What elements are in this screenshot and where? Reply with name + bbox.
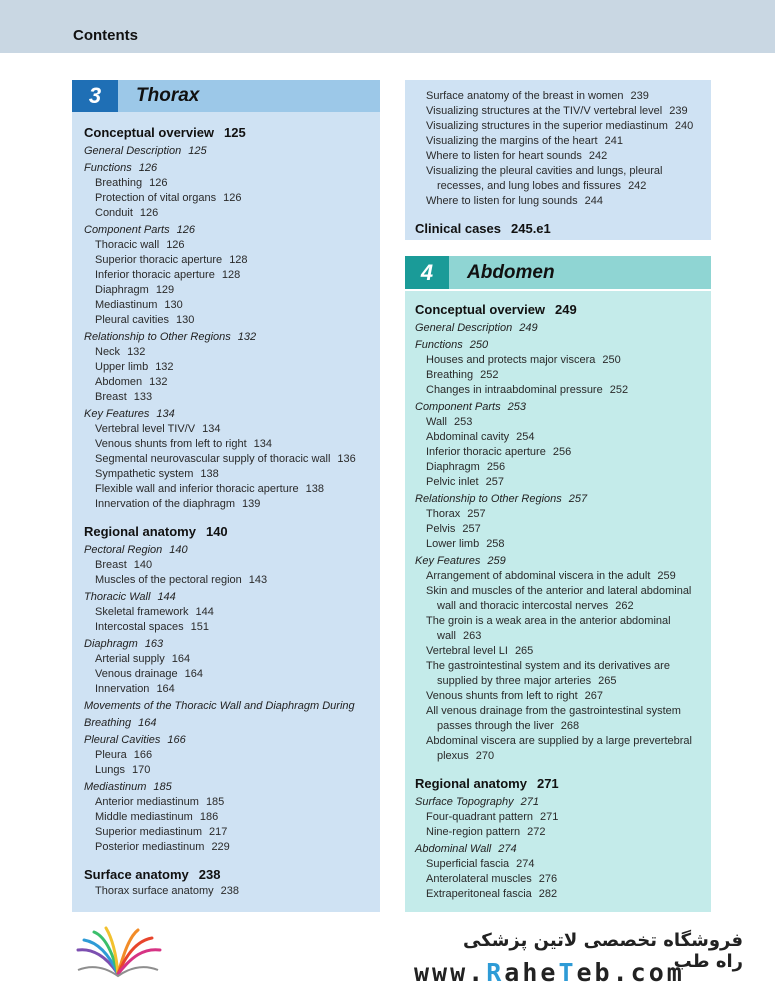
toc-entry-page: 163 (144, 638, 164, 650)
toc-entry-title: General Description (415, 322, 513, 334)
toc-entry (426, 430, 535, 444)
toc-entry-title: Diaphragm (84, 638, 138, 650)
toc-entry (426, 857, 535, 871)
toc-entry-title: Diaphragm (426, 461, 480, 473)
toc-entry-title: Thoracic wall (95, 239, 160, 251)
toc-entry-page: 254 (516, 431, 535, 443)
toc-entry-page: 268 (560, 720, 580, 732)
toc-entry-page: 257 (462, 523, 481, 535)
toc-entry (95, 437, 272, 451)
toc-entry (95, 375, 167, 389)
toc-entry-page: 125 (188, 145, 207, 157)
toc-entry (426, 149, 607, 163)
toc-entry (95, 422, 220, 436)
toc-entry (415, 321, 538, 335)
toc-entry (95, 620, 209, 634)
toc-entry (426, 368, 498, 382)
toc-entry (415, 795, 539, 809)
toc-entry-page: 249 (555, 302, 577, 317)
toc-entry-page: 136 (337, 453, 356, 465)
toc-entry (415, 492, 587, 506)
toc-entry-title: Pleura (95, 749, 127, 761)
toc-entry (426, 475, 504, 489)
toc-entry-title: Surface anatomy (84, 867, 189, 882)
toc-entry-title: Regional anatomy (415, 776, 527, 791)
chapter-3-number: 3 (72, 80, 118, 112)
toc-entry (426, 164, 662, 178)
open-book-logo-icon (72, 926, 164, 982)
toc-entry-page: 140 (205, 524, 228, 539)
chapter-3-toc-panel (72, 112, 380, 912)
toc-entry-page: 130 (164, 299, 183, 311)
toc-entry (426, 89, 649, 103)
toc-entry-title: Mediastinum (95, 299, 158, 311)
toc-entry-page: 126 (166, 239, 185, 251)
toc-entry-page: 217 (209, 826, 228, 838)
toc-entry-title: Pectoral Region (84, 544, 163, 556)
toc-entry (426, 104, 688, 118)
toc-entry-page: 241 (604, 135, 623, 147)
toc-entry-title: Thorax surface anatomy (95, 885, 214, 897)
toc-entry (437, 629, 481, 643)
toc-entry-page: 164 (138, 717, 157, 729)
toc-entry-page: 270 (475, 750, 495, 762)
toc-entry (426, 460, 505, 474)
toc-entry-title: Vertebral level LI (426, 645, 508, 657)
toc-entry-title: Thoracic Wall (84, 591, 151, 603)
toc-entry-title: Visualizing structures at the TIV/V vertebral level (426, 105, 663, 117)
toc-entry-title: Pelvic inlet (426, 476, 479, 488)
toc-entry-page: 185 (205, 796, 225, 808)
toc-entry-title: Component Parts (415, 401, 501, 413)
toc-entry-title: Segmental neurovascular supply of thoracic wall (95, 453, 331, 465)
toc-entry-page: 126 (176, 224, 195, 236)
toc-entry (426, 119, 693, 133)
toc-entry (415, 776, 559, 792)
toc-entry (84, 780, 172, 794)
toc-entry-title: Venous drainage (95, 668, 178, 680)
toc-entry-title: Abdomen (95, 376, 143, 388)
toc-entry-title: Changes in intraabdominal pressure (426, 384, 603, 396)
toc-entry (426, 415, 472, 429)
toc-entry-page: 229 (211, 841, 230, 853)
toc-entry (84, 524, 228, 540)
toc-entry-page: 138 (305, 483, 324, 495)
toc-entry-title: Breathing (84, 717, 132, 729)
toc-entry-page: 132 (155, 361, 174, 373)
toc-entry (426, 810, 558, 824)
toc-entry (95, 667, 203, 681)
toc-entry (95, 345, 145, 359)
toc-entry (95, 298, 183, 312)
chapter-3-header (72, 80, 380, 112)
toc-entry-page: 244 (584, 195, 603, 207)
store-url: www.RaheTeb.com (414, 958, 685, 987)
toc-entry (95, 206, 158, 220)
toc-entry (84, 125, 246, 141)
chapter-4-number: 4 (405, 256, 449, 289)
toc-entry-page: 164 (156, 683, 175, 695)
toc-entry (437, 749, 494, 763)
toc-entry-page: 140 (133, 559, 153, 571)
toc-entry-page: 253 (507, 401, 526, 413)
toc-entry (426, 134, 623, 148)
toc-entry-page: 126 (139, 207, 159, 219)
toc-entry-title: Breathing (426, 369, 474, 381)
toc-entry-page: 134 (156, 408, 175, 420)
toc-entry (426, 353, 621, 367)
toc-entry-title: Where to listen for lung sounds (426, 195, 578, 207)
toc-entry (95, 763, 150, 777)
toc-entry-title: Abdominal Wall (415, 843, 492, 855)
toc-entry-title: Four-quadrant pattern (426, 811, 534, 823)
toc-entry (95, 840, 230, 854)
toc-entry-title: Arterial supply (95, 653, 165, 665)
toc-entry (95, 497, 260, 511)
toc-entry-page: 245.e1 (511, 221, 551, 236)
toc-entry-page: 133 (133, 391, 153, 403)
toc-entry (415, 221, 551, 237)
toc-entry (437, 674, 616, 688)
toc-entry-title: supplied by three major arteries (437, 675, 592, 687)
toc-entry-page: 250 (602, 354, 621, 366)
toc-entry-page: 257 (568, 493, 588, 505)
toc-entry-page: 128 (221, 269, 241, 281)
toc-entry (84, 330, 256, 344)
toc-entry-page: 267 (584, 690, 603, 702)
toc-entry-page: 126 (223, 192, 242, 204)
toc-entry-title: recesses, and lung lobes and fissures (437, 180, 622, 192)
toc-entry-title: Inferior thoracic aperture (95, 269, 215, 281)
toc-entry (426, 383, 628, 397)
toc-entry-title: Middle mediastinum (95, 811, 193, 823)
toc-entry-title: Innervation (95, 683, 150, 695)
toc-entry (426, 194, 603, 208)
toc-entry-title: Inferior thoracic aperture (426, 446, 546, 458)
toc-entry-title: Relationship to Other Regions (415, 493, 562, 505)
toc-entry-title: All venous drainage from the gastrointestinal system (426, 705, 681, 717)
toc-entry-title: Neck (95, 346, 121, 358)
toc-entry-title: Clinical cases (415, 221, 501, 236)
toc-entry-page: 257 (467, 508, 486, 520)
toc-entry (415, 842, 517, 856)
toc-entry-title: Superior thoracic aperture (95, 254, 223, 266)
toc-entry-page: 259 (487, 555, 506, 567)
toc-entry (426, 734, 692, 748)
toc-entry (437, 719, 579, 733)
toc-entry (84, 733, 186, 747)
toc-entry-title: Skin and muscles of the anterior and lateral abdominal (426, 585, 692, 597)
toc-entry-page: 259 (657, 570, 676, 582)
toc-entry-page: 253 (453, 416, 473, 428)
toc-entry-title: Surface anatomy of the breast in women (426, 90, 624, 102)
toc-entry-page: 125 (224, 125, 246, 140)
chapter-3-title: Thorax (136, 85, 200, 106)
toc-entry (95, 605, 214, 619)
toc-entry (95, 452, 356, 466)
toc-entry-page: 252 (480, 369, 499, 381)
toc-entry-title: wall and thoracic intercostal nerves (437, 600, 609, 612)
toc-entry-page: 170 (131, 764, 151, 776)
toc-entry-title: Superior mediastinum (95, 826, 202, 838)
toc-entry (95, 682, 175, 696)
toc-entry-page: 138 (200, 468, 219, 480)
toc-entry-page: 164 (171, 653, 191, 665)
toc-entry (426, 872, 557, 886)
toc-entry-page: 151 (190, 621, 210, 633)
toc-entry (84, 144, 207, 158)
toc-entry-title: Protection of vital organs (95, 192, 217, 204)
chapter-4-title: Abdomen (467, 261, 555, 283)
toc-entry-title: The gastrointestinal system and its derivatives are (426, 660, 670, 672)
toc-entry-page: 271 (520, 796, 540, 808)
toc-entry (95, 825, 227, 839)
toc-entry-page: 242 (628, 180, 647, 192)
toc-entry-page: 265 (598, 675, 617, 687)
toc-entry (95, 238, 185, 252)
toc-entry-page: 258 (486, 538, 505, 550)
toc-entry-title: Key Features (84, 408, 150, 420)
toc-entry-title: Arrangement of abdominal viscera in the adult (426, 570, 651, 582)
toc-entry (95, 360, 174, 374)
toc-entry-title: Surface Topography (415, 796, 514, 808)
toc-entry (426, 522, 481, 536)
toc-entry-page: 143 (248, 574, 268, 586)
toc-entry-title: Functions (84, 162, 132, 174)
chapter-3-toc-continued-panel (405, 80, 711, 240)
toc-entry-page: 132 (237, 331, 257, 343)
toc-entry (426, 507, 486, 521)
toc-entry-page: 164 (184, 668, 203, 680)
toc-entry-title: Anterolateral muscles (426, 873, 532, 885)
toc-entry-page: 271 (540, 811, 559, 823)
toc-entry-title: Anterior mediastinum (95, 796, 199, 808)
toc-entry-page: 126 (149, 177, 168, 189)
toc-entry-title: Nine-region pattern (426, 826, 521, 838)
toc-entry (426, 887, 557, 901)
toc-entry-page: 130 (175, 314, 195, 326)
toc-entry-title: Visualizing the margins of the heart (426, 135, 598, 147)
toc-entry-page: 128 (229, 254, 248, 266)
toc-entry-page: 256 (552, 446, 572, 458)
toc-entry (426, 584, 691, 598)
toc-entry-page: 238 (198, 867, 221, 882)
toc-entry-title: Conceptual overview (415, 302, 546, 317)
toc-entry-title: Houses and protects major viscera (426, 354, 596, 366)
toc-entry-title: Flexible wall and inferior thoracic aperture (95, 483, 299, 495)
toc-entry (84, 590, 176, 604)
toc-entry-title: Pleural cavities (95, 314, 169, 326)
toc-entry (95, 390, 152, 404)
toc-entry-title: Venous shunts from left to right (426, 690, 578, 702)
toc-entry-title: plexus (437, 750, 469, 762)
toc-entry-page: 144 (195, 606, 214, 618)
toc-entry-title: Movements of the Thoracic Wall and Diaphragm During (84, 700, 355, 712)
toc-entry-title: Mediastinum (84, 781, 147, 793)
toc-entry-page: 276 (538, 873, 558, 885)
chapter-4-toc-panel (405, 291, 711, 912)
toc-entry-page: 186 (199, 811, 219, 823)
toc-entry-page: 272 (527, 826, 546, 838)
toc-entry-title: Breast (95, 391, 127, 403)
toc-entry-page: 271 (536, 776, 559, 791)
toc-entry-page: 132 (127, 346, 146, 358)
toc-entry-page: 274 (498, 843, 517, 855)
toc-entry-page: 129 (155, 284, 175, 296)
toc-entry-title: Abdominal cavity (426, 431, 510, 443)
toc-entry-page: 132 (149, 376, 168, 388)
toc-entry-title: Posterior mediastinum (95, 841, 205, 853)
toc-entry-title: The groin is a weak area in the anterior abdominal (426, 615, 671, 627)
toc-entry (437, 179, 646, 193)
toc-entry (95, 268, 240, 282)
toc-entry-title: Intercostal spaces (95, 621, 184, 633)
toc-entry (84, 637, 163, 651)
toc-entry (415, 400, 526, 414)
toc-entry-title: Extraperitoneal fascia (426, 888, 532, 900)
toc-entry-title: Relationship to Other Regions (84, 331, 231, 343)
toc-entry-page: 252 (609, 384, 629, 396)
toc-entry-title: Wall (426, 416, 447, 428)
toc-entry-page: 134 (202, 423, 221, 435)
toc-entry-page: 282 (538, 888, 558, 900)
toc-entry (426, 569, 676, 583)
toc-entry-title: Where to listen for heart sounds (426, 150, 582, 162)
toc-entry (84, 543, 188, 557)
toc-entry (84, 716, 156, 730)
toc-entry (426, 537, 505, 551)
toc-entry (426, 659, 670, 673)
toc-entry (84, 407, 175, 421)
toc-entry (426, 825, 546, 839)
toc-entry-title: passes through the liver (437, 720, 554, 732)
store-name: فروشگاه تخصصی لاتین پزشکی راه طب (463, 930, 743, 972)
toc-entry-title: Innervation of the diaphragm (95, 498, 236, 510)
page-title: Contents (73, 27, 138, 44)
toc-entry (95, 176, 167, 190)
toc-entry (426, 644, 533, 658)
watermark-footer (32, 912, 743, 990)
toc-entry-title: Pelvis (426, 523, 456, 535)
toc-entry-page: 249 (519, 322, 538, 334)
toc-entry (415, 338, 488, 352)
toc-entry-title: Functions (415, 339, 463, 351)
toc-entry-page: 239 (630, 90, 649, 102)
toc-entry-page: 144 (157, 591, 176, 603)
toc-entry (426, 445, 571, 459)
toc-entry (95, 313, 194, 327)
toc-entry-title: Conceptual overview (84, 125, 215, 140)
toc-entry (84, 867, 220, 883)
toc-entry (426, 614, 671, 628)
top-bar (0, 0, 775, 53)
toc-entry-title: Diaphragm (95, 284, 149, 296)
toc-entry-title: Component Parts (84, 224, 170, 236)
toc-entry (95, 795, 224, 809)
toc-entry-title: Pleural Cavities (84, 734, 161, 746)
toc-entry (426, 689, 603, 703)
toc-entry-title: Visualizing structures in the superior mediastinum (426, 120, 668, 132)
toc-entry-title: Lungs (95, 764, 125, 776)
toc-entry-title: Upper limb (95, 361, 149, 373)
toc-entry (95, 191, 241, 205)
toc-entry (84, 699, 355, 713)
toc-entry-title: Sympathetic system (95, 468, 194, 480)
toc-entry-page: 239 (669, 105, 688, 117)
toc-entry-page: 263 (462, 630, 482, 642)
toc-entry-title: Superficial fascia (426, 858, 510, 870)
toc-entry-title: Skeletal framework (95, 606, 189, 618)
toc-entry (415, 302, 577, 318)
toc-entry-title: Visualizing the pleural cavities and lungs, pleural (426, 165, 663, 177)
toc-entry (95, 253, 248, 267)
toc-entry (95, 884, 239, 898)
toc-entry (84, 161, 157, 175)
toc-entry (95, 652, 190, 666)
toc-entry-page: 262 (615, 600, 634, 612)
toc-entry-page: 134 (253, 438, 272, 450)
toc-entry-title: wall (437, 630, 456, 642)
toc-entry-title: Venous shunts from left to right (95, 438, 247, 450)
toc-entry (84, 223, 195, 237)
toc-entry-title: Breathing (95, 177, 143, 189)
toc-entry-title: Abdominal viscera are supplied by a large prevertebral (426, 735, 692, 747)
toc-entry-page: 185 (153, 781, 172, 793)
toc-entry-page: 240 (674, 120, 694, 132)
toc-entry-title: Vertebral level TIV/V (95, 423, 196, 435)
toc-entry (426, 704, 681, 718)
toc-entry-title: Conduit (95, 207, 133, 219)
toc-entry (95, 482, 324, 496)
toc-entry-title: Thorax (426, 508, 461, 520)
toc-entry-page: 242 (588, 150, 608, 162)
toc-entry-page: 274 (516, 858, 535, 870)
toc-entry-page: 238 (220, 885, 239, 897)
toc-entry-title: Regional anatomy (84, 524, 196, 539)
toc-entry (95, 573, 267, 587)
toc-entry (437, 599, 634, 613)
toc-entry (95, 467, 219, 481)
toc-entry (95, 283, 174, 297)
toc-entry-page: 265 (514, 645, 534, 657)
toc-entry-title: General Description (84, 145, 182, 157)
chapter-4-header (405, 256, 711, 289)
toc-entry (95, 748, 152, 762)
toc-entry-page: 166 (167, 734, 186, 746)
toc-entry-page: 257 (485, 476, 504, 488)
toc-entry-page: 256 (486, 461, 506, 473)
toc-entry-page: 250 (469, 339, 489, 351)
toc-entry-page: 126 (138, 162, 158, 174)
toc-entry-title: Breast (95, 559, 127, 571)
toc-entry-page: 166 (133, 749, 153, 761)
toc-entry-title: Lower limb (426, 538, 480, 550)
toc-entry (95, 558, 152, 572)
toc-entry (415, 554, 506, 568)
toc-entry-page: 140 (169, 544, 188, 556)
toc-entry-title: Muscles of the pectoral region (95, 574, 242, 586)
toc-entry-title: Key Features (415, 555, 481, 567)
toc-entry-page: 139 (242, 498, 261, 510)
toc-entry (95, 810, 218, 824)
